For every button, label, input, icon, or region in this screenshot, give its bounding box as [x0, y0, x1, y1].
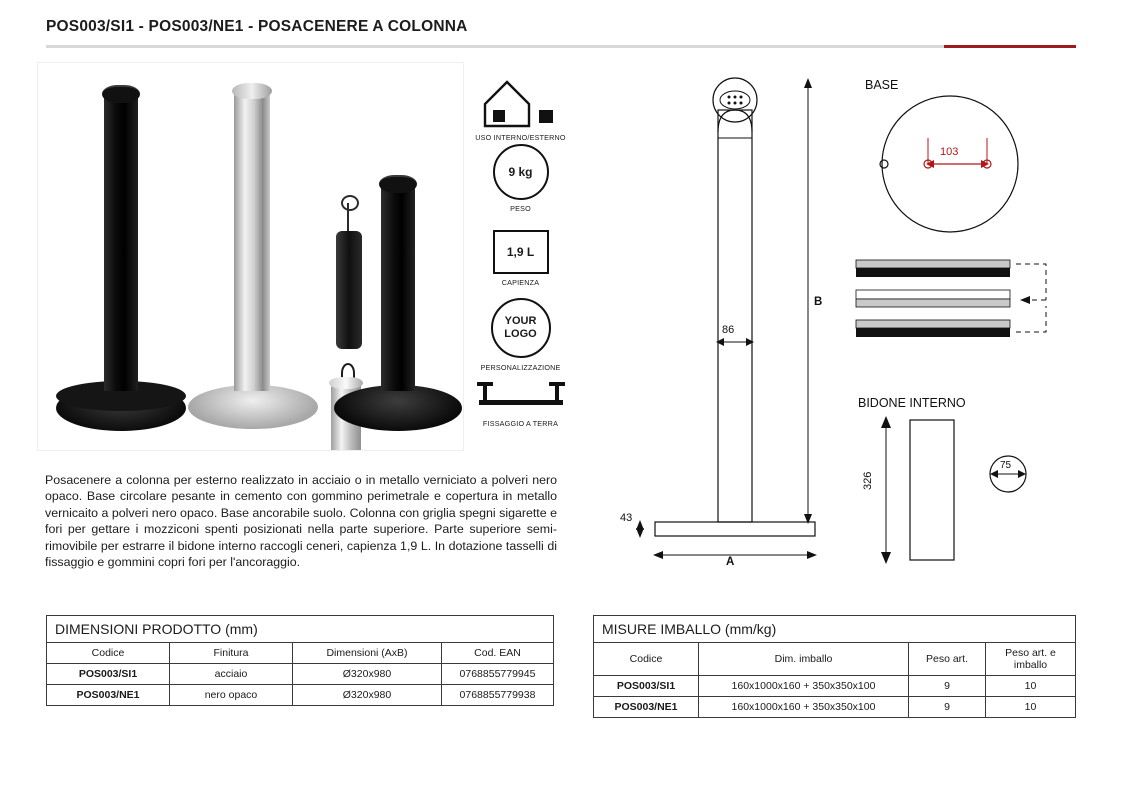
column-header: Peso art. [909, 643, 986, 676]
front-width-label: 86 [722, 324, 735, 336]
ground-fixing-icon [463, 378, 578, 414]
cell-dimensions: Ø320x980 [293, 685, 442, 706]
column-header: Cod. EAN [442, 643, 554, 664]
product-dimensions-table [46, 615, 554, 706]
inner-bin-title: BIDONE INTERNO [858, 396, 966, 410]
front-height-label: B [814, 296, 823, 308]
pictogram-fissaggio [463, 378, 578, 428]
photo-inner-bin-top [329, 377, 363, 389]
product-photo-group [37, 62, 464, 451]
cell-pack-dim: 160x1000x160 + 350x350x100 [699, 697, 909, 718]
cell-weight-total: 10 [986, 676, 1076, 697]
cell-finish: nero opaco [170, 685, 293, 706]
pictogram-caption: CAPIENZA [501, 278, 540, 287]
product-description: Posacenere a colonna per esterno realizzato in acciaio o in metallo verniciato a polveri nero opaco. Base circolare pesante in cemento con gommino perimetrale e copertura in metallo vernicaito a polveri nero opaco. Base ancorabile suolo. Colonna con griglia spegni sigarette e fori per gettare i mozziconi spenti posizionati nella parte superiore. Parte superiore semi-rimovibile per estrarre il bidone interno raccogli ceneri, capienza 1,9 L. In dotazione tasselli di fissaggio e gommini copri fori per l'ancoraggio. [45, 473, 557, 570]
cell-ean: 0768855779945 [442, 664, 554, 685]
photo-third-column-head [379, 175, 417, 193]
inner-bin-height-label: 326 [862, 471, 874, 490]
pictogram-caption: FISSAGGIO A TERRA [482, 419, 559, 428]
cell-code: POS003/SI1 [594, 676, 699, 697]
pictogram-capienza [463, 230, 578, 287]
cell-weight: 9 [909, 697, 986, 718]
table-row [47, 664, 554, 685]
pictogram-caption: USO INTERNO/ESTERNO [475, 133, 566, 142]
capacity-value: 1,9 L [506, 245, 535, 259]
inner-bin-drawing [850, 412, 1060, 582]
base-view-title: BASE [865, 78, 899, 92]
logo-line2: LOGO [504, 328, 537, 340]
base-width-label: A [726, 556, 735, 568]
header-rule [46, 45, 1076, 48]
photo-steel-column-head [232, 83, 272, 99]
pictogram-uso-interno-esterno [463, 70, 578, 142]
photo-steel-column-body [234, 89, 270, 391]
table-header-row [47, 643, 554, 664]
cell-weight-total: 10 [986, 697, 1076, 718]
column-header: Codice [594, 643, 699, 676]
inner-bin-diameter-label: 75 [1000, 460, 1012, 471]
cell-code: POS003/SI1 [47, 664, 170, 685]
photo-bag-chain [347, 203, 349, 233]
base-view-drawing [850, 92, 1050, 242]
column-header: Dimensioni (AxB) [293, 643, 442, 664]
table-row [594, 697, 1076, 718]
column-header: Codice [47, 643, 170, 664]
logo-badge [491, 298, 551, 358]
pictogram-caption: PESO [510, 204, 531, 213]
table-caption: MISURE IMBALLO (mm/kg) [594, 616, 1076, 643]
weight-badge [493, 144, 549, 200]
packaging-table [593, 615, 1076, 718]
table-header-row [594, 643, 1076, 676]
pictogram-caption: PERSONALIZZAZIONE [480, 363, 561, 372]
table-row [594, 676, 1076, 697]
column-header: Dim. imballo [699, 643, 909, 676]
cell-finish: acciaio [170, 664, 293, 685]
table-caption: DIMENSIONI PRODOTTO (mm) [47, 616, 554, 643]
cell-code: POS003/NE1 [594, 697, 699, 718]
cell-code: POS003/NE1 [47, 685, 170, 706]
weight-value: 9 kg [508, 165, 533, 179]
photo-bag-ring [341, 195, 359, 211]
page-title: POS003/SI1 - POS003/NE1 - POSACENERE A COLONNA [46, 18, 468, 35]
house-icon [463, 70, 578, 128]
cell-weight: 9 [909, 676, 986, 697]
photo-third-column-base [334, 385, 462, 431]
table-row [47, 685, 554, 706]
capacity-badge [493, 230, 549, 274]
packaging-stack-drawing [850, 256, 1050, 366]
base-thickness-label: 43 [620, 512, 633, 524]
photo-black-column-body [104, 91, 138, 391]
photo-hanging-bin [336, 231, 362, 349]
pictogram-personalizzazione [463, 298, 578, 372]
base-hole-distance-label: 103 [940, 146, 959, 158]
photo-black-column-head [102, 85, 140, 103]
front-view-drawing [610, 60, 850, 580]
pictogram-peso [463, 144, 578, 213]
column-header: Finitura [170, 643, 293, 664]
technical-drawings [600, 60, 1080, 600]
column-header: Peso art. e imballo [986, 643, 1076, 676]
cell-pack-dim: 160x1000x160 + 350x350x100 [699, 676, 909, 697]
photo-third-column-body [381, 181, 415, 391]
header-rule-accent [944, 45, 1076, 48]
photo-steel-column-base [188, 385, 318, 429]
pictogram-column [463, 62, 578, 452]
cell-dimensions: Ø320x980 [293, 664, 442, 685]
logo-line1: YOUR [504, 315, 537, 327]
cell-ean: 0768855779938 [442, 685, 554, 706]
